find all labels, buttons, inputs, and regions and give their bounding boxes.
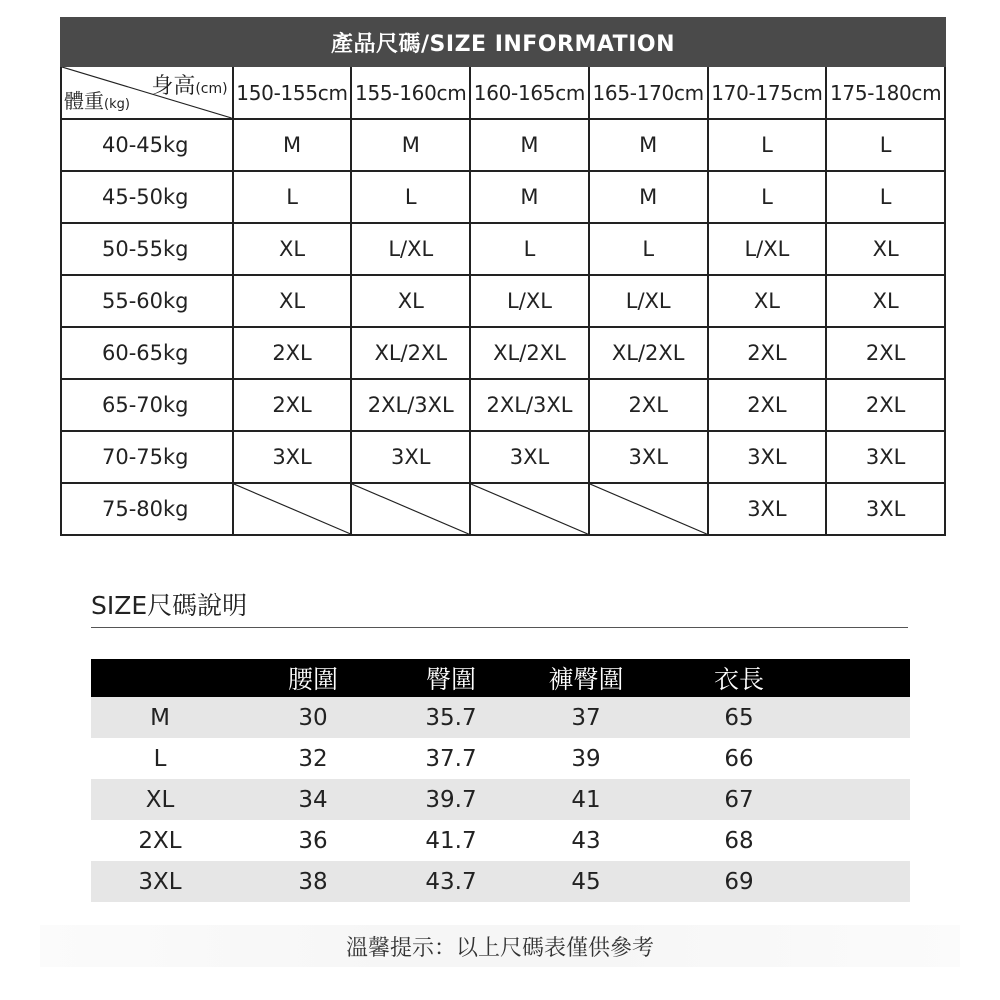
size-cell: L: [709, 120, 828, 170]
weight-range-cell: 45-50kg: [62, 172, 234, 222]
size-cell: L/XL: [590, 276, 709, 326]
size-chart-row: [91, 738, 910, 779]
measurement-cell: 66: [724, 745, 754, 772]
size-information-title: 產品尺碼/SIZE INFORMATION: [60, 17, 946, 67]
measurement-cell: 43: [571, 827, 601, 854]
size-cell: 2XL: [827, 380, 946, 430]
measurement-cell: 37.7: [425, 745, 477, 772]
size-cell: 2XL: [590, 380, 709, 430]
size-chart-header-cell: 褲臀圍: [548, 665, 624, 694]
size-grid: [60, 67, 946, 536]
size-cell: 3XL: [827, 432, 946, 482]
height-range-header: 170-175cm: [709, 67, 828, 118]
not-available-cell: [352, 484, 471, 534]
size-row: [62, 276, 946, 328]
size-chart-header-cell: 衣長: [713, 665, 764, 694]
size-label-cell: M: [150, 704, 170, 731]
size-label-cell: 2XL: [138, 827, 182, 854]
weight-range-cell: 75-80kg: [62, 484, 234, 534]
measurement-cell: 65: [724, 704, 754, 731]
measurement-cell: 45: [571, 868, 601, 895]
size-row: [62, 380, 946, 432]
measurement-cell: 30: [298, 704, 328, 731]
measurement-cell: 39.7: [425, 786, 477, 813]
size-cell: 3XL: [709, 432, 828, 482]
diagonal-strike: [590, 484, 707, 534]
measurement-cell: 68: [724, 827, 754, 854]
size-chart-header-row: [91, 659, 910, 697]
size-cell: XL: [827, 276, 946, 326]
size-chart-table: [91, 659, 910, 902]
size-cell: L: [827, 120, 946, 170]
not-available-cell: [471, 484, 590, 534]
measurement-cell: 37: [571, 704, 601, 731]
size-cell: M: [590, 172, 709, 222]
diagonal-strike: [234, 484, 351, 534]
measurement-cell: 36: [298, 827, 328, 854]
size-cell: XL/2XL: [590, 328, 709, 378]
measurement-cell: 43.7: [425, 868, 477, 895]
size-cell: 2XL/3XL: [352, 380, 471, 430]
weight-range-cell: 55-60kg: [62, 276, 234, 326]
height-axis-label: 身高(cm): [151, 74, 228, 99]
size-cell: 3XL: [827, 484, 946, 534]
size-cell: L/XL: [352, 224, 471, 274]
size-cell: XL: [827, 224, 946, 274]
size-cell: XL/2XL: [471, 328, 590, 378]
section-divider: [91, 627, 908, 628]
height-header-row: [62, 67, 946, 120]
size-chart-row: [91, 861, 910, 902]
size-label-cell: 3XL: [138, 868, 182, 895]
size-row: [62, 328, 946, 380]
height-range-header: 165-170cm: [590, 67, 709, 118]
size-cell: M: [352, 120, 471, 170]
size-cell: 2XL/3XL: [471, 380, 590, 430]
measurement-cell: 39: [571, 745, 601, 772]
weight-range-cell: 70-75kg: [62, 432, 234, 482]
size-cell: XL: [234, 276, 353, 326]
size-row: [62, 172, 946, 224]
measurement-cell: 34: [298, 786, 328, 813]
not-available-cell: [590, 484, 709, 534]
size-row: [62, 224, 946, 276]
size-cell: L: [352, 172, 471, 222]
measurement-cell: 41.7: [425, 827, 477, 854]
measurement-cell: 35.7: [425, 704, 477, 731]
size-cell: M: [471, 172, 590, 222]
size-cell: 3XL: [471, 432, 590, 482]
not-available-cell: [234, 484, 353, 534]
size-chart-header-cell: [115, 659, 205, 697]
height-range-header: 155-160cm: [352, 67, 471, 118]
size-cell: 3XL: [234, 432, 353, 482]
size-chart-header-cell: 腰圍: [287, 665, 338, 694]
size-cell: L/XL: [709, 224, 828, 274]
size-chart-row: [91, 820, 910, 861]
size-row: [62, 120, 946, 172]
measurement-cell: 32: [298, 745, 328, 772]
size-cell: M: [590, 120, 709, 170]
height-range-header: 150-155cm: [234, 67, 353, 118]
size-cell: L: [234, 172, 353, 222]
size-cell: L: [709, 172, 828, 222]
size-cell: 3XL: [590, 432, 709, 482]
diagonal-strike: [471, 484, 588, 534]
size-row: [62, 432, 946, 484]
size-cell: 2XL: [234, 380, 353, 430]
weight-range-cell: 60-65kg: [62, 328, 234, 378]
size-chart-title: SIZE尺碼說明: [91, 591, 248, 620]
size-chart-header-cell: 臀圍: [425, 665, 476, 694]
weight-range-cell: 65-70kg: [62, 380, 234, 430]
size-cell: 2XL: [709, 328, 828, 378]
weight-range-cell: 40-45kg: [62, 120, 234, 170]
corner-header-cell: [62, 67, 234, 118]
measurement-cell: 38: [298, 868, 328, 895]
size-information-table: [60, 17, 946, 536]
size-cell: 3XL: [352, 432, 471, 482]
size-cell: L/XL: [471, 276, 590, 326]
size-cell: L: [471, 224, 590, 274]
size-chart-row: [91, 779, 910, 820]
size-label-cell: XL: [145, 786, 175, 813]
footer-note: 溫馨提示：以上尺碼表僅供參考: [40, 925, 960, 967]
measurement-cell: 41: [571, 786, 601, 813]
size-cell: XL: [352, 276, 471, 326]
size-cell: L: [827, 172, 946, 222]
height-range-header: 175-180cm: [827, 67, 946, 118]
measurement-cell: 69: [724, 868, 754, 895]
size-cell: XL: [234, 224, 353, 274]
size-cell: 2XL: [827, 328, 946, 378]
size-cell: 3XL: [709, 484, 828, 534]
size-chart-row: [91, 697, 910, 738]
weight-axis-label: 體重(kg): [64, 89, 130, 113]
size-cell: M: [471, 120, 590, 170]
size-cell: 2XL: [709, 380, 828, 430]
size-row: [62, 484, 946, 536]
size-cell: L: [590, 224, 709, 274]
diagonal-strike: [352, 484, 469, 534]
size-cell: M: [234, 120, 353, 170]
size-cell: XL: [709, 276, 828, 326]
measurement-cell: 67: [724, 786, 754, 813]
height-range-header: 160-165cm: [471, 67, 590, 118]
size-label-cell: L: [153, 745, 167, 772]
size-cell: XL/2XL: [352, 328, 471, 378]
weight-range-cell: 50-55kg: [62, 224, 234, 274]
size-cell: 2XL: [234, 328, 353, 378]
